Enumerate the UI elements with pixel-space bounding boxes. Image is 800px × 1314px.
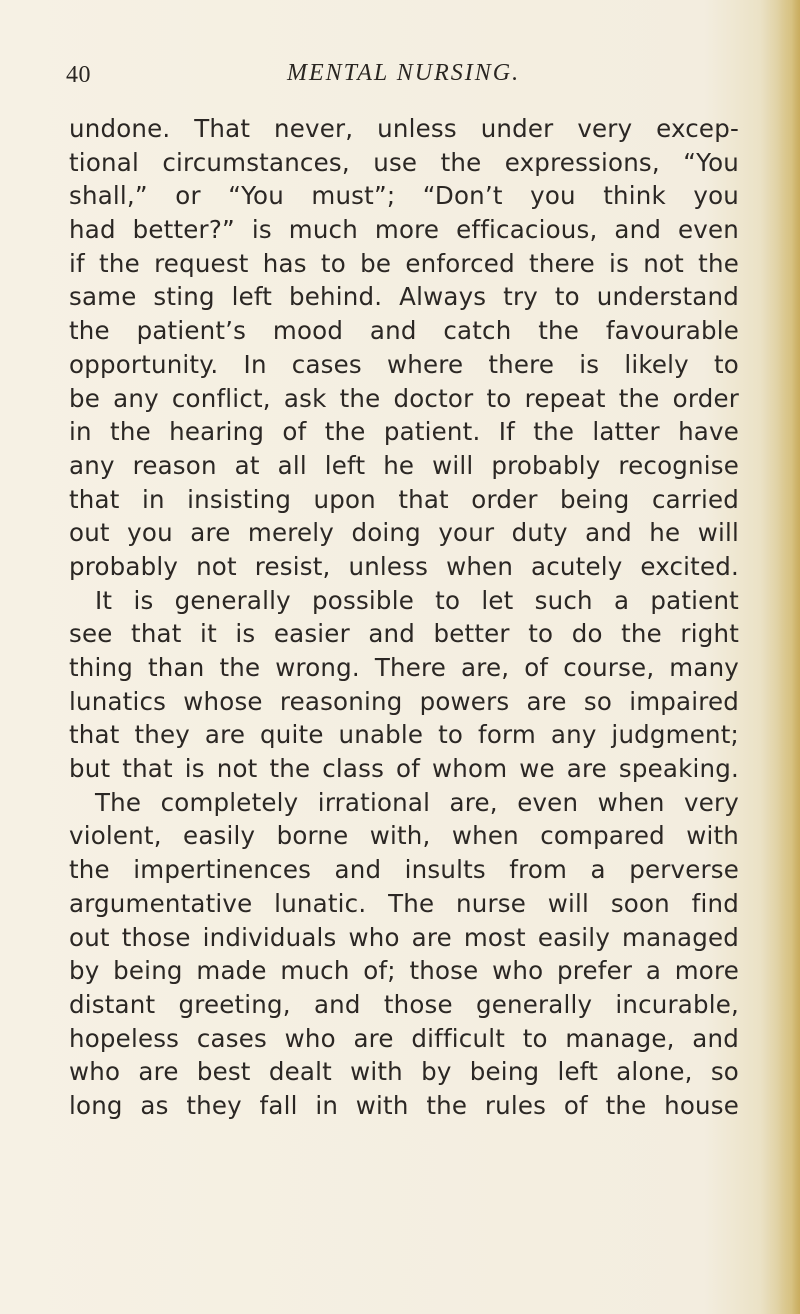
text-line: distant greeting, and those generally incurable, — [69, 989, 739, 1019]
text-line: probably not resist, unless when acutely excited. — [69, 551, 739, 581]
text-line: be any conflict, ask the doctor to repeat the order — [69, 383, 739, 413]
text-line: the impertinences and insults from a perverse — [69, 855, 739, 885]
text-line: the patient’s mood and catch the favourable — [69, 316, 739, 346]
text-line: lunatics whose reasoning powers are so impaired — [69, 686, 739, 716]
text-line: It is generally possible to let such a patient — [95, 585, 739, 615]
text-line: see that it is easier and better to do the right — [69, 619, 739, 649]
text-line: in the hearing of the patient. If the latter have — [69, 417, 739, 447]
text-line: thing than the wrong. There are, of course, many — [69, 653, 739, 682]
text-line: if the request has to be enforced there is not the — [69, 248, 739, 278]
text-line: by being made much of; those who prefer a more — [69, 956, 739, 986]
text-line: shall,” or “You must”; “Don’t you think you — [69, 181, 739, 211]
text-line: opportunity. In cases where there is likely to — [69, 349, 739, 379]
text-line: long as they fall in with the rules of the house — [69, 1090, 739, 1120]
text-line: undone. That never, unless under very excep- — [69, 114, 739, 143]
text-line: The completely irrational are, even when very — [95, 787, 739, 817]
text-line: same sting left behind. Always try to understand — [69, 282, 739, 312]
body-text — [69, 112, 739, 1123]
text-line: but that is not the class of whom we are speaking. — [69, 754, 739, 784]
page-number: 40 — [66, 62, 91, 88]
text-line: hopeless cases who are difficult to manage, and — [69, 1023, 739, 1053]
text-line: out those individuals who are most easily managed — [69, 922, 739, 952]
text-line: had better?” is much more efficacious, and even — [69, 215, 739, 245]
text-line: out you are merely doing your duty and he will — [69, 518, 739, 548]
page-edge-shading — [778, 0, 800, 1314]
text-line: argumentative lunatic. The nurse will soon find — [69, 888, 739, 918]
text-line: tional circumstances, use the expressions, “You — [69, 147, 739, 177]
text-line: that they are quite unable to form any judgment; — [69, 720, 739, 750]
text-line: who are best dealt with by being left alone, so — [69, 1057, 739, 1087]
running-head — [66, 56, 766, 96]
running-title: MENTAL NURSING. — [287, 60, 521, 86]
text-line: that in insisting upon that order being carried — [69, 484, 739, 514]
text-line: violent, easily borne with, when compared with — [69, 821, 739, 851]
text-line: any reason at all left he will probably recognise — [69, 450, 739, 480]
